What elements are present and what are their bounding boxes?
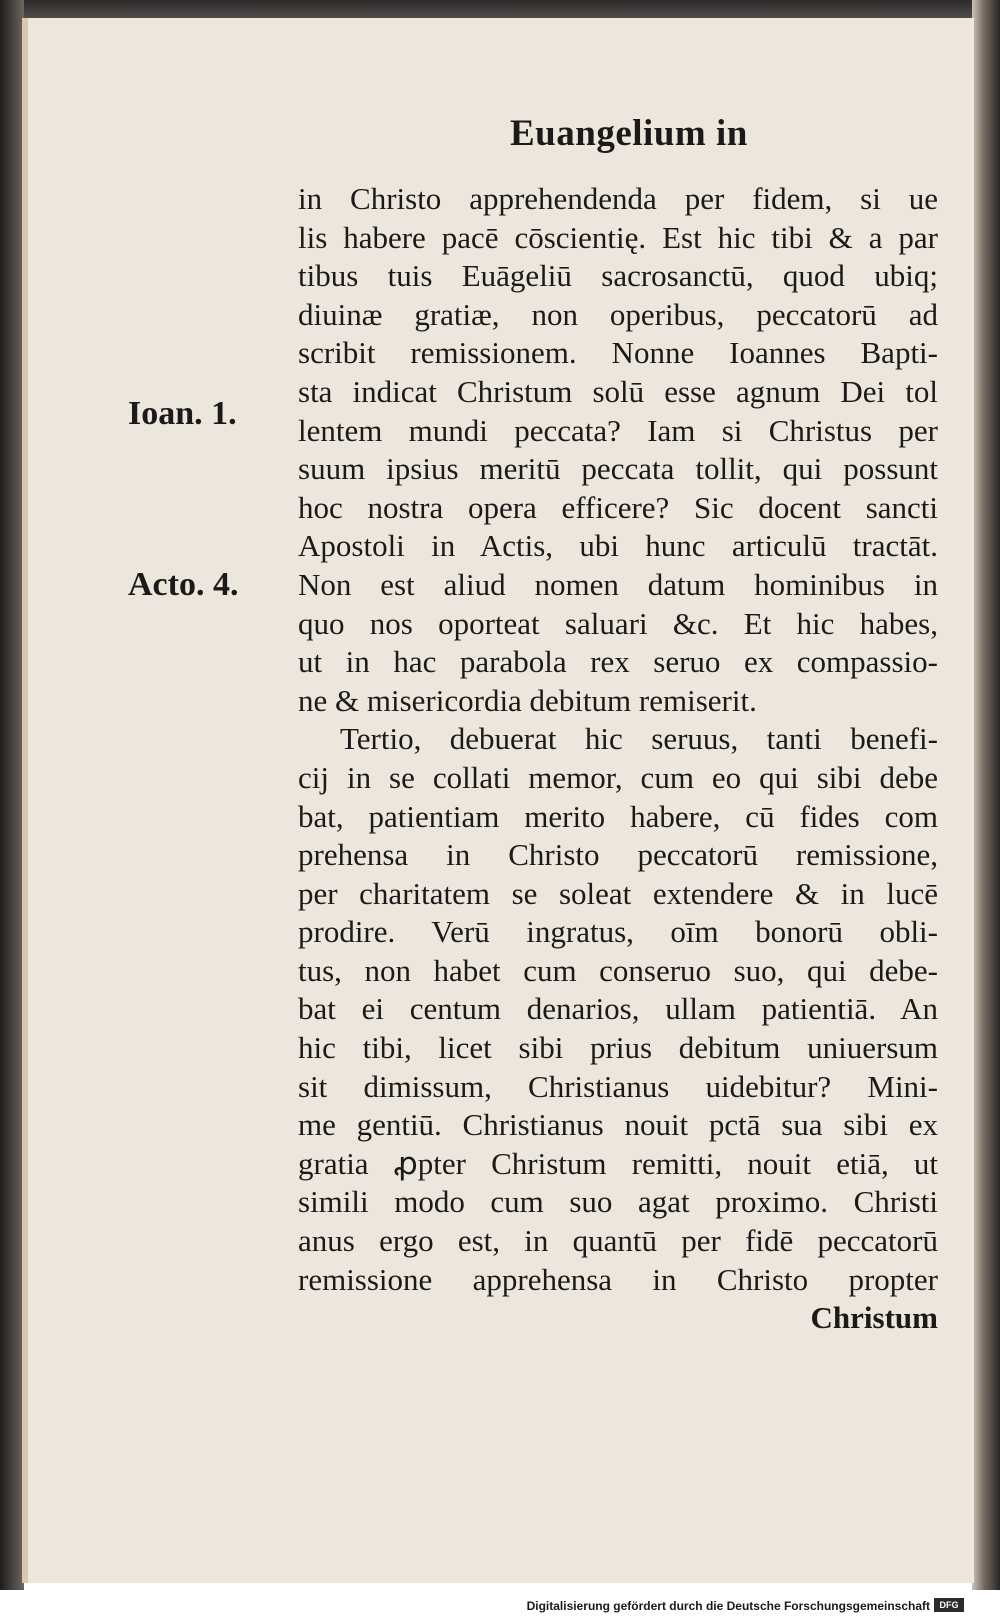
margin-note-ioan: Ioan. 1. xyxy=(128,395,237,432)
body-text xyxy=(298,180,938,1338)
catchword: Christum xyxy=(810,1300,938,1336)
text-line: cij in se collati memor, cum eo qui sibi debe xyxy=(298,759,938,795)
text-line: simili modo cum suo agat proximo. Christi xyxy=(298,1184,938,1220)
text-line: suum ipsius meritū peccata tollit, qui possunt xyxy=(298,451,938,487)
margin-note-acto: Acto. 4. xyxy=(128,566,239,603)
text-line: quo nos oporteat saluari &c. Et hic habes, xyxy=(298,605,938,641)
text-line: scribit remissionem. Nonne Ioannes Bapti- xyxy=(298,335,938,371)
text-line: in Christo apprehendenda per fidem, si ue xyxy=(298,181,938,216)
text-line: hoc nostra opera efficere? Sic docent sancti xyxy=(298,489,938,525)
text-line: tus, non habet cum conseruo suo, qui debe- xyxy=(298,952,938,988)
text-line: lis habere pacē cōscientię. Est hic tibi & a par xyxy=(298,219,938,255)
text-line: tibus tuis Euāgeliū sacrosanctū, quod ubiq; xyxy=(298,258,938,294)
book-edge-right xyxy=(972,0,1000,1590)
text-line: hic tibi, licet sibi prius debitum uniuersum xyxy=(298,1030,938,1066)
text-line: sta indicat Christum solū esse agnum Dei tol xyxy=(298,373,938,409)
funding-credit: Digitalisierung gefördert durch die Deutsche Forschungsgemeinschaft xyxy=(526,1599,930,1613)
text-line: Apostoli in Actis, ubi hunc articulū tractāt. xyxy=(298,528,938,564)
text-line: prodire. Verū ingratus, oīm bonorū obli- xyxy=(298,914,938,950)
text-line: ne & misericordia debitum remiserit. xyxy=(298,682,757,718)
text-line: me gentiū. Christianus nouit pctā sua sibi ex xyxy=(298,1107,938,1143)
text-line: bat, patientiam merito habere, cū fides com xyxy=(298,798,938,834)
text-line: remissione apprehensa in Christo propter xyxy=(298,1261,938,1297)
text-line: per charitatem se soleat extendere & in lucē xyxy=(298,875,938,911)
running-title: Euangelium in xyxy=(510,113,748,154)
dfg-logo: DFG xyxy=(934,1598,964,1612)
digitization-footer xyxy=(0,1590,1000,1623)
text-line: prehensa in Christo peccatorū remissione, xyxy=(298,837,938,873)
book-edge-left xyxy=(0,0,24,1590)
text-line: bat ei centum denarios, ullam patientiā. An xyxy=(298,991,938,1027)
text-line: Tertio, debuerat hic seruus, tanti benefi- xyxy=(340,721,938,757)
text-line: lentem mundi peccata? Iam si Christus per xyxy=(298,412,938,448)
text-line: diuinæ gratiæ, non operibus, peccatorū ad xyxy=(298,296,938,332)
text-line: anus ergo est, in quantū per fidē peccatorū xyxy=(298,1223,938,1259)
text-line: Non est aliud nomen datum hominibus in xyxy=(298,566,938,602)
text-line: sit dimissum, Christianus uidebitur? Mini- xyxy=(298,1068,938,1104)
text-line: ut in hac parabola rex seruo ex compassio- xyxy=(298,644,938,680)
text-line: gratia ꝓpter Christum remitti, nouit etiā, ut xyxy=(298,1145,938,1181)
